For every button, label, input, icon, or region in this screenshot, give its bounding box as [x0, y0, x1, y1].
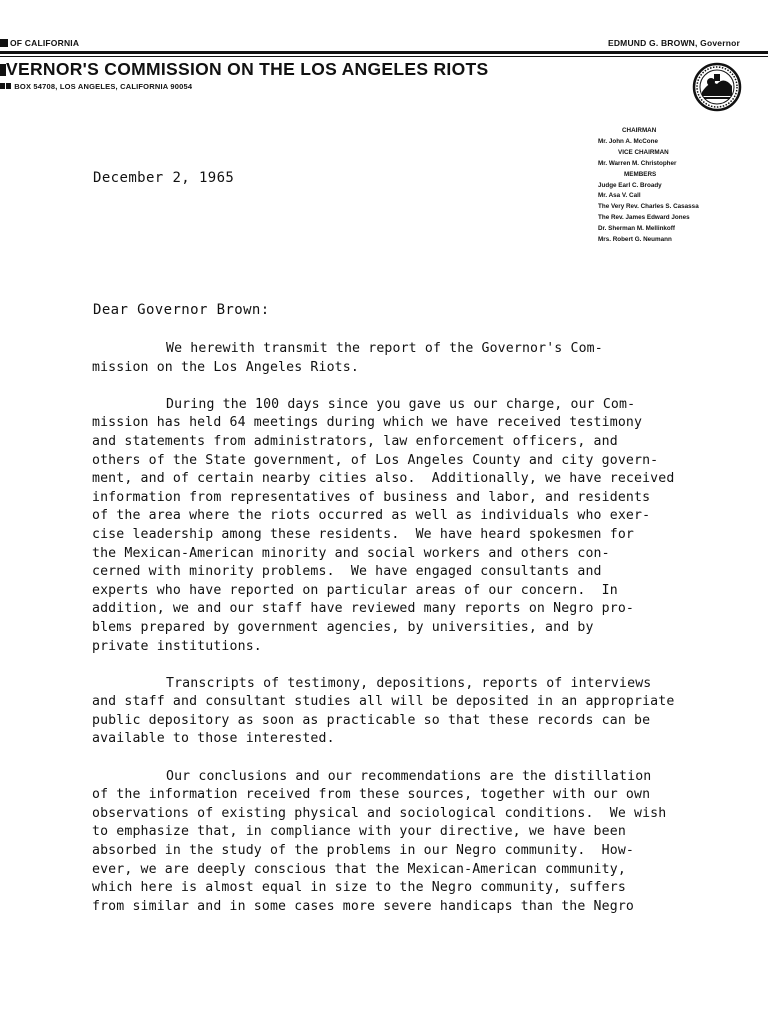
member-name: The Very Rev. Charles S. Casassa	[598, 203, 699, 211]
members-heading-vice-chairman: VICE CHAIRMAN	[618, 148, 669, 156]
commission-name	[0, 59, 488, 80]
text-line: cerned with minority problems. We have engaged consultants and	[92, 564, 602, 580]
letter-salutation: Dear Governor Brown:	[93, 302, 270, 318]
letterhead-governor: EDMUND G. BROWN, Governor	[607, 38, 740, 48]
text-line: from similar and in some cases more severe handicaps than the Negro	[92, 898, 634, 914]
text-line: the Mexican-American minority and social workers and others con-	[92, 545, 610, 561]
paragraph	[92, 675, 732, 749]
text-line: information from representatives of business and labor, and residents	[92, 489, 651, 505]
text-line: addition, we and our staff have reviewed many reports on Negro pro-	[92, 601, 634, 617]
letterhead-rule-thick	[0, 51, 768, 54]
text-line: and statements from administrators, law enforcement officers, and	[92, 433, 618, 449]
state-seal-icon	[692, 62, 742, 112]
text-line: absorbed in the study of the problems in our Negro community. How-	[92, 843, 634, 859]
letterhead-state	[0, 38, 79, 48]
text-line: and staff and consultant studies all will be deposited in an appropriate	[92, 694, 675, 710]
text-line: Our conclusions and our recommendations are the distillation	[166, 768, 652, 784]
text-line: observations of existing physical and sociological conditions. We wish	[92, 805, 667, 821]
member-name: Mr. Asa V. Call	[598, 192, 641, 200]
paragraph	[92, 768, 732, 917]
letter-date: December 2, 1965	[93, 170, 235, 186]
letterhead-rule-thin	[0, 56, 768, 57]
commission-name-text: VERNOR'S COMMISSION ON THE LOS ANGELES RIOTS	[6, 59, 489, 79]
members-heading-members: MEMBERS	[624, 170, 657, 178]
text-line: private institutions.	[92, 638, 262, 654]
text-line: of the information received from these sources, together with our own	[92, 787, 651, 803]
member-name: Mr. John A. McCone	[598, 137, 658, 145]
text-line: available to those interested.	[92, 731, 335, 747]
member-name: Mrs. Robert G. Neumann	[598, 236, 672, 244]
text-line: cise leadership among these residents. We have heard spokesmen for	[92, 526, 634, 542]
text-line: blems prepared by government agencies, by universities, and by	[92, 619, 594, 635]
text-line: experts who have reported on particular areas of our concern. In	[92, 582, 618, 598]
address-text: BOX 54708, LOS ANGELES, CALIFORNIA 90054	[14, 82, 193, 91]
text-line: which here is almost equal in size to the Negro community, suffers	[92, 880, 626, 896]
commission-members-list	[598, 126, 748, 246]
letter-body	[92, 340, 732, 935]
member-name: The Rev. James Edward Jones	[598, 214, 690, 222]
text-line: ever, we are deeply conscious that the Mexican-American community,	[92, 861, 626, 877]
paragraph	[92, 396, 732, 656]
text-line: public depository as soon as practicable so that these records can be	[92, 712, 651, 728]
member-name: Dr. Sherman M. Mellinkoff	[598, 225, 675, 233]
commission-address	[0, 82, 192, 91]
paragraph	[92, 340, 732, 377]
members-heading-chairman: CHAIRMAN	[622, 127, 657, 134]
member-name: Mr. Warren M. Christopher	[598, 159, 677, 167]
text-line: mission has held 64 meetings during which we have received testimony	[92, 415, 643, 431]
text-line: ment, and of certain nearby cities also. Additionally, we have received	[92, 471, 675, 487]
text-line: Transcripts of testimony, depositions, reports of interviews	[166, 675, 652, 691]
text-line: others of the State government, of Los Angeles County and city govern-	[92, 452, 659, 468]
text-line: mission on the Los Angeles Riots.	[92, 359, 359, 375]
text-line: We herewith transmit the report of the Governor's Com-	[166, 341, 603, 356]
state-name-text: OF CALIFORNIA	[10, 38, 80, 48]
text-line: of the area where the riots occurred as well as individuals who exer-	[92, 508, 651, 524]
letterhead-top-line	[0, 38, 768, 52]
text-line: to emphasize that, in compliance with your directive, we have been	[92, 824, 626, 840]
text-line: During the 100 days since you gave us our charge, our Com-	[166, 396, 636, 412]
member-name: Judge Earl C. Broady	[598, 181, 662, 189]
